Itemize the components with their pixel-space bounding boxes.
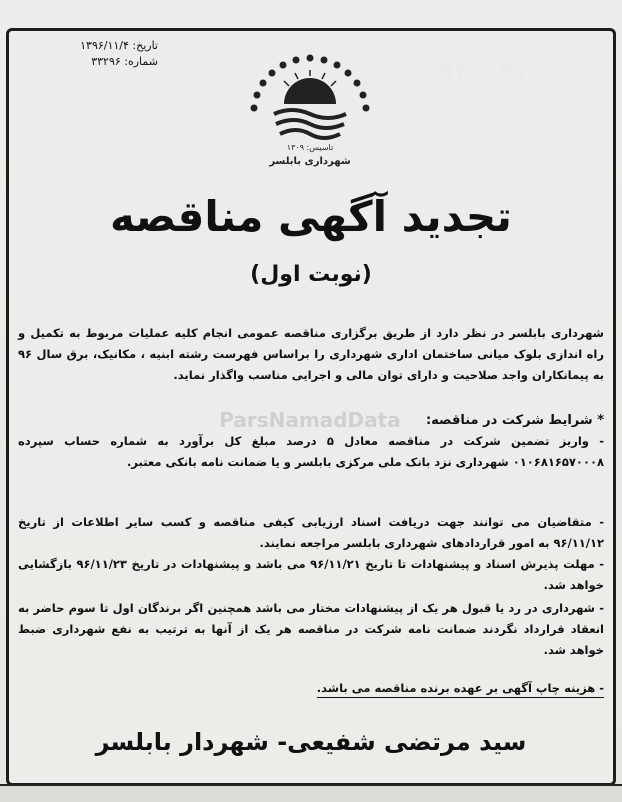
watermark: ParsNamadData: [219, 408, 401, 432]
notice-intro: شهرداری بابلسر در نظر دارد از طریق برگزاری مناقصه عمومی انجام کلیه عملیات مربوط به تکمیل و راه اندازی بلوک میانی ساختمان اداری شهرداری را براساس فهرست رشته ابنیه ، مکانیک، برق سال ۹۶ به پیمانکاران واجد صلاحیت و دارای توان مالی و اجرایی مناسب واگذار نماید.: [18, 326, 604, 382]
condition-item-last: [18, 678, 604, 699]
next-notice-edge: [0, 784, 622, 802]
logo-founded: تاسیس: ۱۳۰۹: [286, 143, 334, 152]
notice-number: شماره: ۳۳۲۹۶: [91, 55, 158, 68]
logo-name: شهرداری بابلسر: [269, 156, 351, 167]
notice-title: تجدید آگهی مناقصه: [110, 192, 512, 241]
municipality-logo: [244, 52, 376, 170]
signature: سید مرتضی شفیعی- شهردار بابلسر: [95, 728, 527, 756]
notice-date: تاریخ: ۱۳۹۶/۱۱/۴: [80, 39, 158, 52]
notice-subtitle: (نوبت اول): [250, 262, 372, 287]
notice-meta: [18, 38, 158, 70]
condition-item: - مهلت پذیرش اسناد و پیشنهادات تا تاریخ ۹۶/۱۱/۲۱ می باشد و پیشنهادات در تاریخ ۹۶/۱۱/۲۳ بازگشایی خواهد شد.: [18, 557, 605, 592]
conditions-title: * شرایط شرکت در مناقصه:: [425, 413, 604, 428]
condition-item: - متقاضیان می توانند جهت دریافت اسناد ارزیابی کیفی مناقصه و کسب سایر اطلاعات از تاریخ ۹۶/۱۱/۱۲ به امور قراردادهای شهرداری بابلسر مراجعه نمایند.: [18, 515, 604, 550]
condition-item: - هزینه چاپ آگهی بر عهده برنده مناقصه می باشد.: [317, 681, 604, 698]
condition-item: - واریز تضمین شرکت در مناقصه معادل ۵ درصد مبلغ کل برآورد به شماره حساب سپرده ۰۱۰۶۸۱۶۵۷۰۰۰۸ شهرداری نزد بانک ملی مرکزی بابلسر و یا ضمانت نامه بانکی معتبر.: [18, 434, 604, 469]
condition-item: - شهرداری در رد یا قبول هر یک از پیشنهادات مختار می باشد همچنین اگر برندگان اول تا سوم حاضر به انعقاد قرارداد نگردند ضمانت نامه شرکت در مناقصه هر یک از آنها به ترتیب به نفع شهرداری ضبط خواهد شد.: [18, 601, 604, 657]
